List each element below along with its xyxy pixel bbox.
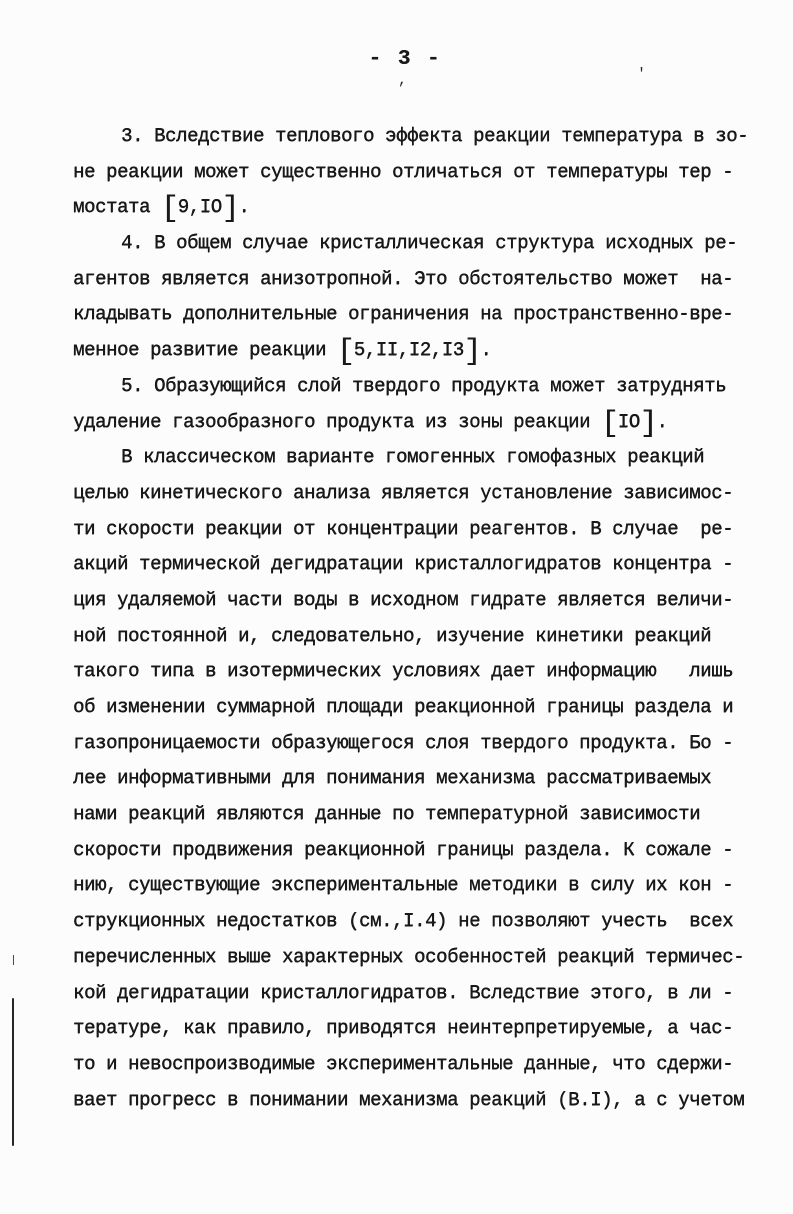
reference-bracket: ] [221,191,239,226]
paragraph [73,369,763,440]
text-line: удаление газообразного продукта из зоны реакции [IO]. [73,405,668,440]
page-number: - 3 - [368,48,442,71]
reference-bracket: ] [639,405,657,440]
text-line: менное развитие реакции [5,II,I2,I3]. [73,333,492,368]
text-line: нию, существующие экспериментальные методики в силу их кон - [73,874,734,897]
text-line: кой дегидратации кристаллогидратов. Вследствие этого, в ли - [73,981,734,1004]
text-line: скорости продвижения реакционной границы раздела. К сожале - [73,838,734,861]
reference-bracket: [ [601,405,618,440]
reference-bracket: [ [337,333,354,368]
text-line: кладывать дополнительные ограничения на пространственно-вре- [73,303,734,326]
text-line: агентов является анизотропной. Это обстоятельство может на- [73,267,734,290]
ink-speck: ' [637,66,647,83]
scan-artifact-line [12,998,14,1146]
text-line: не реакции может существенно отличаться от температуры тер - [73,160,734,183]
text-line: 5. Образующийся слой твердого продукта может затруднять [121,374,727,397]
text-line: ной постоянной и, следовательно, изучение кинетики реакций [73,624,712,647]
text-line: то и невоспроизводимые экспериментальные данные, что сдержи- [73,1052,734,1075]
reference-bracket: ] [463,333,481,368]
text-line: струкционных недостатков (см.,I.4) не позволяют учесть всех [73,910,734,933]
text-line: перечисленных выше характерных особенностей реакций термичес- [73,945,745,968]
text-line: 3. Вследствие теплового эффекта реакции температура в зо- [121,125,749,147]
scan-artifact-tick [13,955,14,965]
text-line: нами реакций являются данные по температурной зависимости [73,803,701,826]
text-line: мостата [9,IO]. [73,191,250,226]
ink-speck: , [398,72,408,89]
text-line: тературе, как правило, приводятся неинтерпретируемые, а час- [73,1017,734,1040]
text-line: акций термической дегидратации кристаллогидратов концентра - [73,553,734,576]
text-line: ция удаляемой части воды в исходном гидрате является величи- [73,588,734,611]
text-line: ти скорости реакции от концентрации реагентов. В случае ре- [73,517,734,540]
text-line: В классическом варианте гомогенных гомофазных реакций [121,446,705,469]
text-line: газопроницаемости образующегося слоя твердого продукта. Бо - [73,731,734,754]
page-body [73,119,763,1118]
text-line: об изменении суммарной площади реакционной границы раздела и [73,696,734,718]
text-line: 4. В общем случае кристаллическая структура исходных ре- [121,232,738,255]
text-line: целью кинетического анализа является установление зависимос- [73,481,734,504]
paragraph [73,226,763,369]
paragraph [73,119,763,226]
reference-bracket: [ [161,191,178,226]
text-line: такого типа в изотермических условиях дает информацию лишь [73,660,734,683]
text-line: лее информативными для понимания механизма рассматриваемых [73,767,712,790]
text-line: вает прогресс в понимании механизма реакций (В.I), а с учетом [73,1088,745,1111]
paragraph [73,440,763,1118]
